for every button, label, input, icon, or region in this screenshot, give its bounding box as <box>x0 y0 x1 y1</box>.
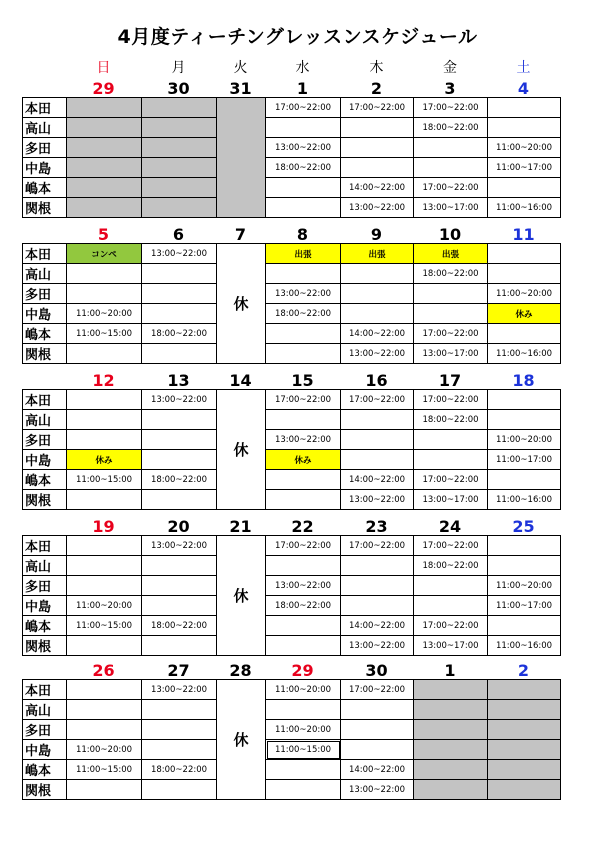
schedule-table <box>22 679 561 800</box>
date-label: 12 <box>92 371 115 390</box>
date-label: 14 <box>229 371 252 390</box>
schedule-cell: 13:00~17:00 <box>414 490 488 510</box>
date-label: 31 <box>229 79 252 98</box>
schedule-cell <box>67 490 142 510</box>
schedule-cell <box>488 118 561 138</box>
schedule-cell <box>67 680 142 700</box>
table-row <box>23 576 561 596</box>
table-row <box>23 390 561 410</box>
schedule-cell <box>67 720 142 740</box>
instructor-name: 嶋本 <box>23 470 67 490</box>
schedule-cell: 14:00~22:00 <box>341 324 414 344</box>
schedule-cell <box>414 430 488 450</box>
schedule-cell: 18:00~22:00 <box>142 760 217 780</box>
schedule-cell: 11:00~15:00 <box>266 740 341 760</box>
schedule-cell <box>266 344 341 364</box>
schedule-cell: 17:00~22:00 <box>414 98 488 118</box>
schedule-cell <box>142 720 217 740</box>
date-label: 27 <box>167 661 190 680</box>
schedule-cell: 17:00~22:00 <box>266 98 341 118</box>
table-row <box>23 556 561 576</box>
schedule-cell: 11:00~20:00 <box>67 304 142 324</box>
schedule-cell: 17:00~22:00 <box>414 536 488 556</box>
table-row <box>23 264 561 284</box>
instructor-name: 高山 <box>23 556 67 576</box>
unavailable-cell <box>488 780 561 800</box>
unavailable-cell <box>67 158 142 178</box>
schedule-cell: 11:00~16:00 <box>488 344 561 364</box>
instructor-name: 中島 <box>23 304 67 324</box>
schedule-cell <box>341 304 414 324</box>
instructor-name: 中島 <box>23 450 67 470</box>
schedule-table <box>22 389 561 510</box>
schedule-cell: 11:00~20:00 <box>488 284 561 304</box>
schedule-cell: 11:00~17:00 <box>488 596 561 616</box>
schedule-cell: 出張 <box>341 244 414 264</box>
schedule-cell <box>414 576 488 596</box>
unavailable-cell <box>414 780 488 800</box>
schedule-cell <box>67 390 142 410</box>
date-label: 11 <box>512 225 535 244</box>
table-row <box>23 430 561 450</box>
schedule-cell: 13:00~22:00 <box>266 576 341 596</box>
unavailable-cell <box>488 680 561 700</box>
schedule-cell <box>142 450 217 470</box>
schedule-cell <box>67 556 142 576</box>
date-label: 29 <box>92 79 115 98</box>
schedule-cell <box>488 556 561 576</box>
schedule-cell: 17:00~22:00 <box>341 536 414 556</box>
schedule-cell <box>414 284 488 304</box>
instructor-name: 中島 <box>23 740 67 760</box>
schedule-cell: 14:00~22:00 <box>341 760 414 780</box>
schedule-cell: 13:00~22:00 <box>142 244 217 264</box>
schedule-cell: 11:00~20:00 <box>266 720 341 740</box>
schedule-cell <box>266 780 341 800</box>
table-row <box>23 118 561 138</box>
table-row <box>23 178 561 198</box>
date-label: 1 <box>444 661 456 680</box>
schedule-cell: 17:00~22:00 <box>266 536 341 556</box>
date-label: 28 <box>229 661 252 680</box>
schedule-cell: 17:00~22:00 <box>341 680 414 700</box>
instructor-name: 高山 <box>23 118 67 138</box>
date-label: 7 <box>234 225 247 244</box>
schedule-cell <box>488 264 561 284</box>
schedule-cell: 18:00~22:00 <box>266 596 341 616</box>
schedule-cell <box>142 780 217 800</box>
table-row <box>23 324 561 344</box>
weekday-label: 水 <box>295 60 310 76</box>
weekday-label: 金 <box>443 60 457 76</box>
closed-day-label: 休 <box>217 680 266 800</box>
schedule-cell: 17:00~22:00 <box>341 390 414 410</box>
schedule-cell <box>266 490 341 510</box>
date-label: 10 <box>438 225 462 244</box>
schedule-cell <box>488 244 561 264</box>
schedule-cell: 13:00~22:00 <box>266 138 341 158</box>
schedule-cell <box>67 284 142 304</box>
schedule-cell: 11:00~16:00 <box>488 490 561 510</box>
table-row <box>23 536 561 556</box>
table-row <box>23 636 561 656</box>
schedule-cell <box>142 264 217 284</box>
schedule-cell <box>341 430 414 450</box>
table-row <box>23 138 561 158</box>
schedule-cell <box>142 596 217 616</box>
unavailable-cell <box>142 138 217 158</box>
schedule-cell <box>67 780 142 800</box>
date-label: 18 <box>512 371 535 390</box>
table-row <box>23 760 561 780</box>
schedule-cell: 17:00~22:00 <box>414 616 488 636</box>
instructor-name: 本田 <box>23 680 67 700</box>
unavailable-cell <box>67 138 142 158</box>
date-label: 3 <box>444 79 456 98</box>
unavailable-cell <box>414 700 488 720</box>
schedule-cell: 11:00~15:00 <box>67 760 142 780</box>
schedule-cell <box>266 178 341 198</box>
schedule-cell <box>142 490 217 510</box>
instructor-name: 本田 <box>23 98 67 118</box>
schedule-cell: 11:00~17:00 <box>488 158 561 178</box>
unavailable-cell <box>67 118 142 138</box>
schedule-cell: 13:00~22:00 <box>142 390 217 410</box>
schedule-cell <box>488 536 561 556</box>
schedule-cell <box>142 556 217 576</box>
instructor-name: 多田 <box>23 284 67 304</box>
instructor-name: 多田 <box>23 576 67 596</box>
schedule-table <box>22 243 561 364</box>
instructor-name: 中島 <box>23 596 67 616</box>
unavailable-cell <box>67 98 142 118</box>
schedule-cell <box>266 264 341 284</box>
date-label: 24 <box>438 517 462 536</box>
schedule-cell: 休み <box>488 304 561 324</box>
schedule-cell <box>266 410 341 430</box>
table-row <box>23 720 561 740</box>
schedule-cell: 13:00~22:00 <box>266 430 341 450</box>
instructor-name: 高山 <box>23 410 67 430</box>
date-label: 8 <box>296 225 309 244</box>
schedule-cell: 14:00~22:00 <box>341 470 414 490</box>
schedule-cell: 出張 <box>266 244 341 264</box>
instructor-name: 関根 <box>23 490 67 510</box>
schedule-cell: コンペ <box>67 244 142 264</box>
date-label: 16 <box>365 371 388 390</box>
schedule-cell <box>142 430 217 450</box>
tuesday-cell <box>217 98 266 218</box>
closed-day-label: 休 <box>217 244 266 364</box>
schedule-cell <box>142 740 217 760</box>
closed-day-label: 休 <box>217 536 266 656</box>
table-row <box>23 616 561 636</box>
table-row <box>23 680 561 700</box>
weekday-label: 土 <box>516 60 531 76</box>
schedule-cell: 17:00~22:00 <box>414 178 488 198</box>
date-label: 6 <box>172 225 185 244</box>
schedule-cell: 11:00~17:00 <box>488 450 561 470</box>
schedule-cell <box>341 556 414 576</box>
schedule-cell <box>266 636 341 656</box>
week-block <box>22 226 560 369</box>
schedule-cell: 13:00~22:00 <box>341 636 414 656</box>
schedule-cell: 18:00~22:00 <box>142 616 217 636</box>
schedule-cell <box>414 596 488 616</box>
schedule-cell <box>414 304 488 324</box>
date-label: 23 <box>365 517 388 536</box>
schedule-cell <box>341 450 414 470</box>
date-label: 1 <box>296 79 309 98</box>
table-row <box>23 450 561 470</box>
schedule-cell: 13:00~17:00 <box>414 636 488 656</box>
unavailable-cell <box>142 178 217 198</box>
closed-day-label: 休 <box>217 390 266 510</box>
schedule-table <box>22 535 561 656</box>
table-row <box>23 198 561 218</box>
instructor-name: 嶋本 <box>23 760 67 780</box>
schedule-cell: 17:00~22:00 <box>341 98 414 118</box>
schedule-cell <box>488 616 561 636</box>
date-label: 2 <box>370 79 383 98</box>
schedule-cell <box>142 636 217 656</box>
weekday-label: 火 <box>233 60 248 76</box>
schedule-cell <box>266 616 341 636</box>
schedule-cell <box>266 198 341 218</box>
schedule-cell: 18:00~22:00 <box>414 410 488 430</box>
schedule-cell <box>341 576 414 596</box>
unavailable-cell <box>488 700 561 720</box>
schedule-cell <box>414 138 488 158</box>
schedule-cell: 14:00~22:00 <box>341 616 414 636</box>
schedule-cell <box>488 410 561 430</box>
schedule-cell <box>341 720 414 740</box>
unavailable-cell <box>414 680 488 700</box>
schedule-cell: 13:00~22:00 <box>142 536 217 556</box>
unavailable-cell <box>142 98 217 118</box>
schedule-cell <box>488 470 561 490</box>
schedule-cell: 11:00~20:00 <box>67 596 142 616</box>
week-block <box>22 372 560 515</box>
schedule-cell <box>266 324 341 344</box>
schedule-cell <box>67 410 142 430</box>
schedule-cell: 11:00~16:00 <box>488 198 561 218</box>
instructor-name: 高山 <box>23 700 67 720</box>
schedule-cell: 17:00~22:00 <box>414 390 488 410</box>
schedule-cell <box>142 284 217 304</box>
unavailable-cell <box>142 198 217 218</box>
schedule-cell: 11:00~15:00 <box>67 324 142 344</box>
schedule-cell: 11:00~20:00 <box>67 740 142 760</box>
table-row <box>23 304 561 324</box>
table-row <box>23 470 561 490</box>
schedule-cell: 11:00~20:00 <box>488 576 561 596</box>
date-label: 22 <box>291 517 314 536</box>
schedule-cell: 13:00~22:00 <box>341 490 414 510</box>
instructor-name: 本田 <box>23 536 67 556</box>
schedule-cell <box>67 536 142 556</box>
schedule-cell <box>341 700 414 720</box>
week-block <box>22 518 560 661</box>
week-block <box>22 662 560 805</box>
schedule-cell <box>142 576 217 596</box>
instructor-name: 中島 <box>23 158 67 178</box>
week-block <box>22 80 560 223</box>
schedule-cell: 11:00~15:00 <box>67 470 142 490</box>
date-label: 29 <box>291 661 314 680</box>
schedule-cell <box>341 596 414 616</box>
schedule-cell: 11:00~15:00 <box>67 616 142 636</box>
schedule-cell <box>341 410 414 430</box>
instructor-name: 本田 <box>23 244 67 264</box>
schedule-cell <box>488 390 561 410</box>
schedule-cell <box>142 344 217 364</box>
unavailable-cell <box>414 740 488 760</box>
schedule-cell <box>142 304 217 324</box>
schedule-cell <box>488 178 561 198</box>
unavailable-cell <box>414 720 488 740</box>
schedule-cell: 18:00~22:00 <box>142 324 217 344</box>
schedule-cell <box>341 138 414 158</box>
schedule-cell <box>266 760 341 780</box>
instructor-name: 多田 <box>23 138 67 158</box>
schedule-cell <box>266 118 341 138</box>
schedule-cell <box>142 700 217 720</box>
table-row <box>23 490 561 510</box>
weekday-label: 月 <box>171 60 186 76</box>
table-row <box>23 98 561 118</box>
date-label: 17 <box>438 371 462 390</box>
schedule-cell: 11:00~16:00 <box>488 636 561 656</box>
schedule-cell <box>266 470 341 490</box>
schedule-cell <box>67 700 142 720</box>
schedule-cell: 休み <box>266 450 341 470</box>
schedule-cell <box>414 158 488 178</box>
schedule-cell <box>341 284 414 304</box>
date-label: 2 <box>517 661 530 680</box>
instructor-name: 関根 <box>23 780 67 800</box>
instructor-name: 関根 <box>23 636 67 656</box>
unavailable-cell <box>142 158 217 178</box>
weekday-label: 日 <box>96 60 111 76</box>
table-row <box>23 410 561 430</box>
table-row <box>23 700 561 720</box>
schedule-cell <box>266 700 341 720</box>
schedule-cell: 11:00~20:00 <box>488 430 561 450</box>
schedule-cell <box>341 740 414 760</box>
unavailable-cell <box>142 118 217 138</box>
schedule-cell: 13:00~17:00 <box>414 198 488 218</box>
schedule-cell: 17:00~22:00 <box>414 470 488 490</box>
instructor-name: 関根 <box>23 198 67 218</box>
schedule-table <box>22 97 561 218</box>
schedule-cell: 13:00~17:00 <box>414 344 488 364</box>
schedule-cell <box>67 430 142 450</box>
table-row <box>23 344 561 364</box>
instructor-name: 嶋本 <box>23 616 67 636</box>
schedule-cell: 17:00~22:00 <box>414 324 488 344</box>
schedule-cell: 18:00~22:00 <box>266 158 341 178</box>
instructor-name: 嶋本 <box>23 324 67 344</box>
schedule-cell <box>414 450 488 470</box>
instructor-name: 多田 <box>23 720 67 740</box>
table-row <box>23 158 561 178</box>
schedule-cell: 休み <box>67 450 142 470</box>
schedule-cell <box>67 344 142 364</box>
schedule-cell: 17:00~22:00 <box>266 390 341 410</box>
instructor-name: 嶋本 <box>23 178 67 198</box>
schedule-cell: 11:00~20:00 <box>488 138 561 158</box>
schedule-cell: 18:00~22:00 <box>414 556 488 576</box>
unavailable-cell <box>67 198 142 218</box>
date-label: 21 <box>229 517 252 536</box>
schedule-cell <box>341 118 414 138</box>
schedule-cell: 13:00~22:00 <box>341 344 414 364</box>
table-row <box>23 244 561 264</box>
unavailable-cell <box>67 178 142 198</box>
instructor-name: 関根 <box>23 344 67 364</box>
table-row <box>23 740 561 760</box>
instructor-name: 高山 <box>23 264 67 284</box>
unavailable-cell <box>488 760 561 780</box>
schedule-cell <box>341 158 414 178</box>
schedule-cell <box>488 324 561 344</box>
unavailable-cell <box>488 740 561 760</box>
schedule-cell: 18:00~22:00 <box>414 118 488 138</box>
schedule-cell <box>67 636 142 656</box>
weekday-label: 木 <box>369 60 384 76</box>
schedule-cell <box>488 98 561 118</box>
date-label: 5 <box>97 225 110 244</box>
date-label: 20 <box>167 517 190 536</box>
schedule-cell: 出張 <box>414 244 488 264</box>
date-label: 13 <box>167 371 190 390</box>
table-row <box>23 284 561 304</box>
schedule-cell: 18:00~22:00 <box>414 264 488 284</box>
page-title: 4月度ティーチングレッスンスケジュール <box>117 26 478 48</box>
date-label: 30 <box>365 661 388 680</box>
date-label: 30 <box>167 79 190 98</box>
schedule-cell: 13:00~22:00 <box>142 680 217 700</box>
unavailable-cell <box>488 720 561 740</box>
unavailable-cell <box>414 760 488 780</box>
schedule-cell: 18:00~22:00 <box>266 304 341 324</box>
table-row <box>23 596 561 616</box>
schedule-cell <box>341 264 414 284</box>
schedule-cell <box>142 410 217 430</box>
schedule-cell: 13:00~22:00 <box>266 284 341 304</box>
schedule-cell <box>67 576 142 596</box>
schedule-cell <box>67 264 142 284</box>
schedule-cell: 13:00~22:00 <box>341 780 414 800</box>
date-label: 9 <box>370 225 383 244</box>
table-row <box>23 780 561 800</box>
date-label: 15 <box>291 371 314 390</box>
schedule-cell: 11:00~20:00 <box>266 680 341 700</box>
date-label: 4 <box>517 79 530 98</box>
schedule-cell: 18:00~22:00 <box>142 470 217 490</box>
schedule-cell: 14:00~22:00 <box>341 178 414 198</box>
instructor-name: 本田 <box>23 390 67 410</box>
date-label: 26 <box>92 661 115 680</box>
schedule-cell: 13:00~22:00 <box>341 198 414 218</box>
date-label: 19 <box>92 517 115 536</box>
date-label: 25 <box>512 517 535 536</box>
schedule-cell <box>266 556 341 576</box>
instructor-name: 多田 <box>23 430 67 450</box>
